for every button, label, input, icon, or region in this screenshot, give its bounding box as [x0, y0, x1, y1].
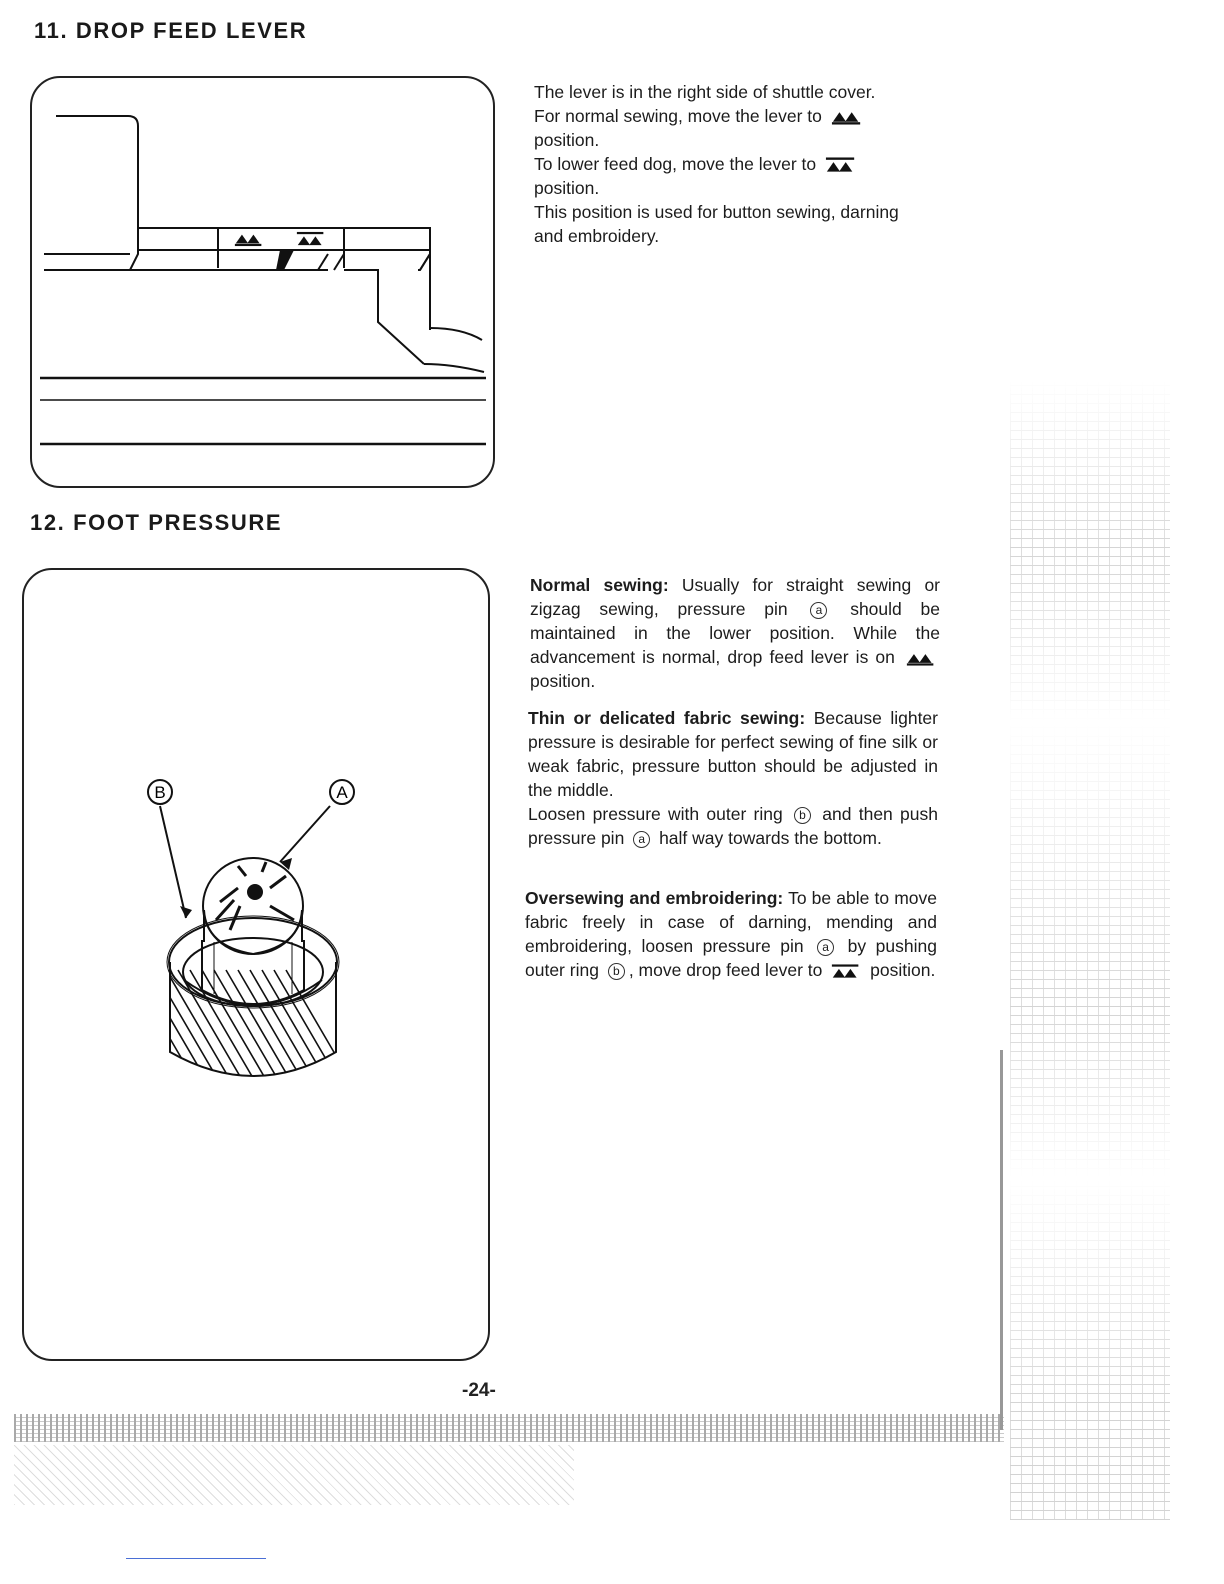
intro-line-4 — [534, 152, 946, 176]
oversewing-text-3: , move drop feed lever to — [628, 960, 823, 980]
drop-feed-lever-figure — [30, 76, 495, 488]
normal-sewing-lead: Normal sewing: — [530, 575, 669, 595]
ring-b-mark: b — [608, 963, 625, 980]
pin-a-mark: a — [633, 831, 650, 848]
intro-line-5: position. — [534, 178, 600, 198]
label-b: B — [154, 783, 166, 802]
pin-a-mark: a — [810, 602, 827, 619]
pin-a-mark: a — [817, 939, 834, 956]
scan-speckle-right — [1010, 380, 1170, 1520]
intro-line-1: The lever is in the right side of shuttle cover. — [534, 82, 876, 102]
thin-fabric-text-4: half way towards the bottom. — [659, 828, 882, 848]
label-a: A — [336, 783, 348, 802]
feed-down-icon — [831, 963, 861, 980]
oversewing-paragraph — [525, 886, 937, 982]
intro-line-3: position. — [534, 130, 600, 150]
feed-up-icon — [906, 650, 936, 667]
normal-sewing-paragraph — [530, 573, 940, 693]
section-11-title: 11. DROP FEED LEVER — [34, 18, 308, 43]
thin-fabric-text-1: Because lighter pressure is desirable for perfect sewing of fine silk or weak fabric, pressure button should be adjusted in the middle. — [528, 708, 938, 800]
normal-sewing-text-2: should be maintained in the lower position. While the advancement is normal, drop feed lever is on — [530, 599, 940, 667]
thin-fabric-text-2: Loosen pressure with outer ring — [528, 804, 783, 824]
intro-line-7: and embroidery. — [534, 226, 660, 246]
thin-fabric-lead: Thin or delicated fabric sewing: — [528, 708, 806, 728]
intro-line-4-text: To lower feed dog, move the lever to — [534, 154, 817, 174]
oversewing-lead: Oversewing and embroidering: — [525, 888, 784, 908]
lever-up-symbol — [235, 235, 261, 246]
intro-line-2-text: For normal sewing, move the lever to — [534, 106, 822, 126]
normal-sewing-text-3: position. — [530, 671, 596, 691]
section-12-title: 12. FOOT PRESSURE — [30, 510, 283, 535]
feed-down-icon — [825, 156, 857, 174]
scan-noise-band-lower — [14, 1445, 574, 1505]
thin-fabric-text-3: and then push pressure pin — [528, 804, 938, 848]
oversewing-text-2: by pushing outer ring — [525, 936, 937, 980]
drop-feed-instructions — [534, 80, 946, 248]
drop-feed-lever-illustration — [32, 78, 495, 488]
intro-line-6: This position is used for button sewing, darning — [534, 202, 899, 222]
scan-edge-line — [1000, 1050, 1003, 1430]
page-number: -24- — [462, 1380, 496, 1401]
oversewing-text-4: position. — [870, 960, 936, 980]
thin-fabric-paragraph — [528, 706, 938, 850]
lever-down-symbol — [297, 232, 323, 245]
feed-up-icon — [831, 108, 863, 126]
foot-pressure-figure — [22, 568, 490, 1361]
blue-underline-artifact — [126, 1558, 266, 1559]
scan-noise-band — [14, 1414, 1004, 1442]
ring-b-mark: b — [794, 807, 811, 824]
normal-sewing-text-1: Usually for straight sewing or zigzag sewing, pressure pin — [530, 575, 941, 619]
oversewing-text-1: To be able to move fabric freely in case of darning, mending and embroidering, loosen pressure pin — [525, 888, 938, 956]
intro-line-2 — [534, 104, 946, 128]
foot-pressure-illustration — [24, 570, 490, 1361]
